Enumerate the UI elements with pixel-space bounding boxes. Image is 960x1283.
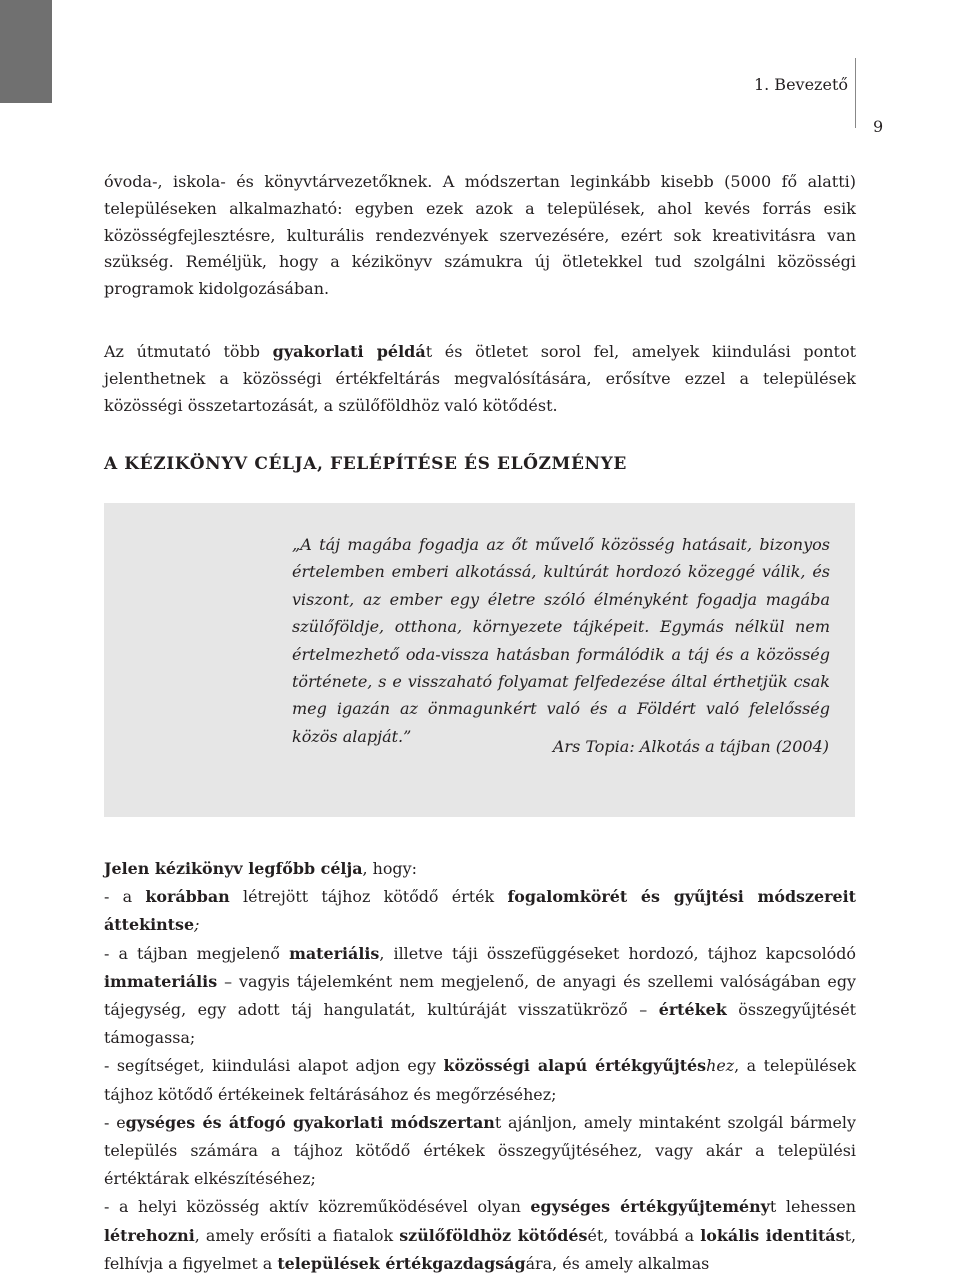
goal-item: - a tájban megjelenő materiális, illetve táji összefüggéseket hordozó, tájhoz kapcsolódó immateriális – vagyis tájelemként nem megjelenő, de anyagi és szellemi valóságában egy tájegység, egy adott táj hangulatát, kultúráját visszatükröző – értékek összegyűjtését támogassa;: [104, 943, 856, 1048]
goal-item: - egységes és átfogó gyakorlati módszertant ajánljon, amely mintaként szolgál bármely település számára a tájhoz kötődő értékek összegyűjtéséhez, vagy akár a települési értéktárak elkészítéséhez;: [104, 1112, 856, 1189]
section-heading: A KÉZIKÖNYV CÉLJA, FELÉPÍTÉSE ÉS ELŐZMÉNYE: [104, 454, 627, 474]
goal-item: - segítséget, kiindulási alapot adjon egy közösségi alapú értékgyűjtéshez, a települések tájhoz kötődő értékeinek feltárásához és megőrzéséhez;: [104, 1056, 857, 1104]
quote-source: Ars Topia: Alkotás a tájban (2004): [552, 737, 829, 756]
header-divider: [855, 58, 856, 128]
quote-box: [104, 503, 855, 817]
intro-paragraph-2: Az útmutató több gyakorlati példát és ötletet sorol fel, amelyek kiindulási pontot jelenthetnek a közösségi értékfeltárás megvalósítására, erősítve ezzel a települések közösségi összetartozását, a szülőföldhöz való kötődést.: [104, 342, 857, 415]
goal-item: - a helyi közösség aktív közreműködésével olyan egységes értékgyűjteményt lehessen létrehozni, amely erősíti a fiatalok szülőföldhöz kötődését, továbbá a lokális identitást, felhívja a figyelmet a települések értékgazdagságára, és amely alkalmas: [104, 1197, 856, 1273]
quote-text: „A táj magába fogadja az őt művelő közösség hatásait, bizonyos értelemben emberi alkotássá, kultúrát hordozó közeggé válik, és viszont, az ember egy életre szóló élményként fogadja magába szülőföldje, otthona, környezete tájképeit. Egymás nélkül nem értelmezhető oda-vissza hatásban formálódik a táj és a közösség története, s e visszaható folyamat felfedezése által érthetjük csak meg igazán az önmagunkért való és a Földért való felelősség közös alapját.”: [292, 535, 830, 746]
goals-lead: Jelen kézikönyv legfőbb célja, hogy:: [104, 859, 417, 878]
chapter-title: 1. Bevezető: [753, 75, 848, 94]
chapter-side-tab: [0, 0, 52, 103]
page-number: 9: [873, 117, 884, 136]
goals-list: [104, 855, 856, 1278]
intro-paragraph-1: óvoda-, iskola- és könyvtárvezetőknek. A módszertan leginkább kisebb (5000 fő alatti) településeken alkalmazható: egyben ezek azok a települések, ahol kevés forrás esik közösségfejlesztésre, kulturális rendezvények szervezésére, ezért sok kreativitásra van szükség. Reméljük, hogy a kézikönyv számukra új ötletekkel tud szolgálni közösségi programok kidolgozásában.: [104, 172, 856, 299]
goal-item: - a korábban létrejött tájhoz kötődő érték fogalomkörét és gyűjtési módszereit áttekintse;: [104, 887, 857, 935]
